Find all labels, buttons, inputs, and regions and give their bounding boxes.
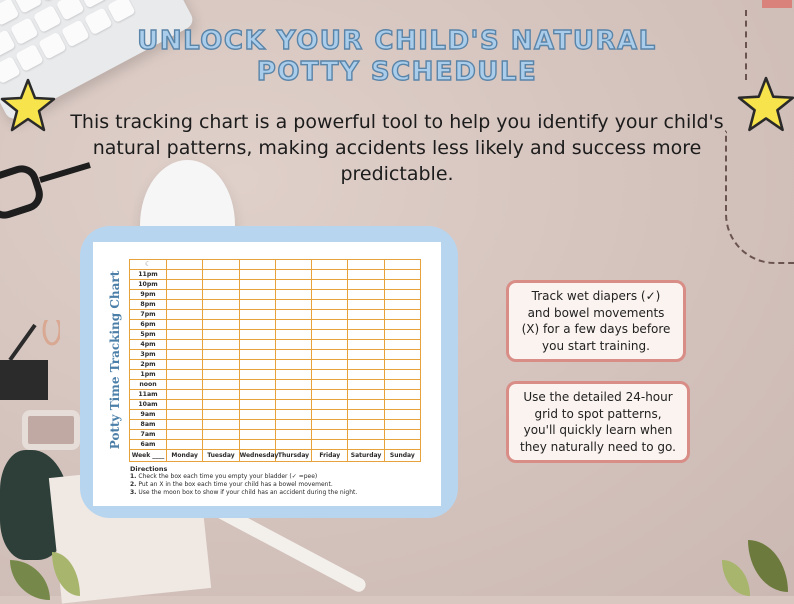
grid-cell[interactable] xyxy=(384,280,420,290)
grid-cell[interactable] xyxy=(239,360,275,370)
grid-cell[interactable] xyxy=(312,380,348,390)
grid-cell[interactable] xyxy=(203,360,239,370)
grid-cell[interactable] xyxy=(348,350,384,360)
grid-cell[interactable] xyxy=(239,260,275,270)
hour-row xyxy=(130,400,421,410)
grid-cell[interactable] xyxy=(312,300,348,310)
hour-row xyxy=(130,360,421,370)
grid-cell[interactable] xyxy=(348,430,384,440)
grid-cell[interactable] xyxy=(384,360,420,370)
grid-cell[interactable] xyxy=(384,430,420,440)
grid-cell[interactable] xyxy=(167,410,203,420)
grid-cell[interactable] xyxy=(312,350,348,360)
hour-row xyxy=(130,270,421,280)
day-label: Thursday xyxy=(275,450,311,462)
headline-line-2: POTTY SCHEDULE xyxy=(256,57,538,87)
grid-cell[interactable] xyxy=(348,410,384,420)
direction-number: 2. xyxy=(130,481,137,488)
grid-cell[interactable] xyxy=(239,430,275,440)
moon-box-label xyxy=(130,260,167,270)
grid-cell[interactable] xyxy=(239,400,275,410)
grid-cell[interactable] xyxy=(312,320,348,330)
grid-cell[interactable] xyxy=(203,400,239,410)
grid-cell[interactable] xyxy=(384,330,420,340)
grid-cell[interactable] xyxy=(203,370,239,380)
grid-cell[interactable] xyxy=(203,340,239,350)
grid-cell[interactable] xyxy=(348,390,384,400)
grid-cell[interactable] xyxy=(312,410,348,420)
direction-item xyxy=(130,481,430,489)
grid-cell[interactable] xyxy=(203,380,239,390)
grid-cell[interactable] xyxy=(239,300,275,310)
grid-cell[interactable] xyxy=(239,420,275,430)
grid-cell[interactable] xyxy=(239,290,275,300)
grid-cell[interactable] xyxy=(384,410,420,420)
hour-row xyxy=(130,430,421,440)
hour-row xyxy=(130,340,421,350)
hour-label: 8am xyxy=(130,420,167,430)
callout-24-hour-grid xyxy=(506,381,690,463)
grid-cell[interactable] xyxy=(203,280,239,290)
binder-clip-decoration xyxy=(0,320,60,410)
grid-cell[interactable] xyxy=(203,300,239,310)
grid-cell[interactable] xyxy=(384,350,420,360)
grid-cell[interactable] xyxy=(348,440,384,450)
grid-cell[interactable] xyxy=(384,320,420,330)
grid-cell[interactable] xyxy=(275,320,311,330)
grid-cell[interactable] xyxy=(312,440,348,450)
directions xyxy=(130,465,430,497)
grid-cell[interactable] xyxy=(167,340,203,350)
grid-cell[interactable] xyxy=(167,430,203,440)
grid-cell[interactable] xyxy=(167,290,203,300)
grid-cell[interactable] xyxy=(312,420,348,430)
grid-cell[interactable] xyxy=(384,260,420,270)
grid-cell[interactable] xyxy=(203,430,239,440)
grid-cell[interactable] xyxy=(239,440,275,450)
grid-cell[interactable] xyxy=(312,430,348,440)
grid-cell[interactable] xyxy=(348,360,384,370)
moon-icon: ☾ xyxy=(144,260,152,268)
day-label: Monday xyxy=(167,450,203,462)
direction-number: 1. xyxy=(130,473,137,480)
grid-cell[interactable] xyxy=(239,410,275,420)
grid-cell[interactable] xyxy=(239,310,275,320)
grid-cell[interactable] xyxy=(239,320,275,330)
hour-label: 9am xyxy=(130,410,167,420)
grid-cell[interactable] xyxy=(348,380,384,390)
grid-cell[interactable] xyxy=(167,420,203,430)
grid-cell[interactable] xyxy=(348,270,384,280)
page-headline xyxy=(0,26,794,88)
grid-cell[interactable] xyxy=(348,280,384,290)
week-label: Week ____ xyxy=(130,450,167,462)
grid-cell[interactable] xyxy=(167,260,203,270)
grid-cell[interactable] xyxy=(203,390,239,400)
grid-cell[interactable] xyxy=(384,270,420,280)
direction-text: Use the moon box to show if your child has an accident during the night. xyxy=(138,489,358,496)
hour-label: 4pm xyxy=(130,340,167,350)
hour-label: 7pm xyxy=(130,310,167,320)
grid-cell[interactable] xyxy=(348,370,384,380)
grid-cell[interactable] xyxy=(384,340,420,350)
hour-label: 3pm xyxy=(130,350,167,360)
grid-cell[interactable] xyxy=(275,270,311,280)
grid-cell[interactable] xyxy=(203,330,239,340)
hour-label: 7am xyxy=(130,430,167,440)
hour-label: 6pm xyxy=(130,320,167,330)
grid-cell[interactable] xyxy=(203,440,239,450)
grid-cell[interactable] xyxy=(203,350,239,360)
grid-cell[interactable] xyxy=(239,350,275,360)
grid-cell[interactable] xyxy=(167,370,203,380)
grid-cell[interactable] xyxy=(275,310,311,320)
grid-cell[interactable] xyxy=(275,350,311,360)
grid-cell[interactable] xyxy=(167,390,203,400)
grid-cell[interactable] xyxy=(312,280,348,290)
hour-row xyxy=(130,380,421,390)
hour-label: 11pm xyxy=(130,270,167,280)
grid-cell[interactable] xyxy=(312,290,348,300)
hour-row xyxy=(130,390,421,400)
hour-label: 10pm xyxy=(130,280,167,290)
grid-cell[interactable] xyxy=(275,370,311,380)
grid-cell[interactable] xyxy=(384,380,420,390)
grid-cell[interactable] xyxy=(239,340,275,350)
grid-cell[interactable] xyxy=(275,430,311,440)
hour-label: 9pm xyxy=(130,290,167,300)
grid-cell[interactable] xyxy=(167,380,203,390)
callout-text: Track wet diapers (✓) and bowel movements (X) for a few days before you start training. xyxy=(521,289,671,353)
day-label: Tuesday xyxy=(203,450,239,462)
grid-cell[interactable] xyxy=(239,280,275,290)
chart-title-text: Potty Time Tracking Chart xyxy=(108,270,122,450)
grid-cell[interactable] xyxy=(348,320,384,330)
direction-item xyxy=(130,473,430,481)
hour-label: 5pm xyxy=(130,330,167,340)
hour-row xyxy=(130,310,421,320)
grid-cell[interactable] xyxy=(167,400,203,410)
grid-cell[interactable] xyxy=(167,360,203,370)
grid-cell[interactable] xyxy=(275,410,311,420)
grid-cell[interactable] xyxy=(203,410,239,420)
hour-label: 11am xyxy=(130,390,167,400)
grid-cell[interactable] xyxy=(312,270,348,280)
grid-cell[interactable] xyxy=(348,290,384,300)
grid-cell[interactable] xyxy=(167,320,203,330)
callout-track-diapers xyxy=(506,280,686,362)
hour-row xyxy=(130,290,421,300)
day-label: Sunday xyxy=(384,450,420,462)
day-label: Friday xyxy=(312,450,348,462)
grid-cell[interactable] xyxy=(275,340,311,350)
grid-cell[interactable] xyxy=(275,280,311,290)
grid-cell[interactable] xyxy=(167,350,203,360)
grid-cell[interactable] xyxy=(203,320,239,330)
grid-cell[interactable] xyxy=(384,440,420,450)
grid-cell[interactable] xyxy=(167,310,203,320)
grid-cell[interactable] xyxy=(348,300,384,310)
grid-cell[interactable] xyxy=(275,260,311,270)
tin-decoration xyxy=(22,410,80,450)
hour-row xyxy=(130,370,421,380)
grid-cell[interactable] xyxy=(275,420,311,430)
grid-cell[interactable] xyxy=(167,280,203,290)
grid-cell[interactable] xyxy=(239,330,275,340)
grid-cell[interactable] xyxy=(348,400,384,410)
intro-paragraph: This tracking chart is a powerful tool to help you identify your child's natural patterns, making accidents less likely and success more predictable. xyxy=(70,111,724,185)
grid-cell[interactable] xyxy=(275,380,311,390)
grid-cell[interactable] xyxy=(312,310,348,320)
grid-cell[interactable] xyxy=(384,310,420,320)
hour-row xyxy=(130,320,421,330)
grid-cell[interactable] xyxy=(312,260,348,270)
tracking-grid xyxy=(129,259,421,462)
hour-row xyxy=(130,410,421,420)
grid-cell[interactable] xyxy=(203,420,239,430)
direction-text: Put an X in the box each time your child has a bowel movement. xyxy=(138,481,333,488)
grid-cell[interactable] xyxy=(275,290,311,300)
grid-cell[interactable] xyxy=(167,440,203,450)
grid-cell[interactable] xyxy=(167,300,203,310)
day-label: Saturday xyxy=(348,450,384,462)
grid-cell[interactable] xyxy=(348,310,384,320)
chart-title xyxy=(103,260,127,460)
dashed-curve-decoration xyxy=(725,130,794,264)
grid-cell[interactable] xyxy=(275,440,311,450)
grid-cell[interactable] xyxy=(167,330,203,340)
grid-cell[interactable] xyxy=(239,370,275,380)
grid-cell[interactable] xyxy=(275,300,311,310)
grid-cell[interactable] xyxy=(312,370,348,380)
grid-cell[interactable] xyxy=(275,400,311,410)
hour-label: 6am xyxy=(130,440,167,450)
directions-heading: Directions xyxy=(130,465,168,473)
callout-text: Use the detailed 24-hour grid to spot patterns, you'll quickly learn when they naturally need to go. xyxy=(520,390,676,454)
grid-cell[interactable] xyxy=(167,270,203,280)
hour-row xyxy=(130,300,421,310)
grid-cell[interactable] xyxy=(275,360,311,370)
hour-row xyxy=(130,330,421,340)
hour-label: 2pm xyxy=(130,360,167,370)
grid-cell[interactable] xyxy=(275,330,311,340)
headline-line-1: UNLOCK YOUR CHILD'S NATURAL xyxy=(137,26,657,56)
grid-cell[interactable] xyxy=(203,270,239,280)
hour-row xyxy=(130,280,421,290)
grid-cell[interactable] xyxy=(384,400,420,410)
grid-cell[interactable] xyxy=(348,420,384,430)
hour-row xyxy=(130,440,421,450)
grid-cell[interactable] xyxy=(203,260,239,270)
grid-cell[interactable] xyxy=(239,270,275,280)
hour-label: 10am xyxy=(130,400,167,410)
grid-cell[interactable] xyxy=(348,330,384,340)
ribbon-decoration xyxy=(762,0,792,8)
hour-label: 1pm xyxy=(130,370,167,380)
grid-cell[interactable] xyxy=(203,310,239,320)
grid-cell[interactable] xyxy=(384,420,420,430)
grid-cell[interactable] xyxy=(312,330,348,340)
grid-cell[interactable] xyxy=(384,370,420,380)
hour-label: noon xyxy=(130,380,167,390)
grid-cell[interactable] xyxy=(203,290,239,300)
direction-number: 3. xyxy=(130,489,137,496)
grid-cell[interactable] xyxy=(312,400,348,410)
grid-cell[interactable] xyxy=(239,380,275,390)
grid-cell[interactable] xyxy=(384,290,420,300)
direction-text: Check the box each time you empty your bladder (✓ =pee) xyxy=(138,473,318,480)
grid-cell[interactable] xyxy=(312,390,348,400)
grid-cell[interactable] xyxy=(348,340,384,350)
grid-cell[interactable] xyxy=(384,300,420,310)
grid-cell[interactable] xyxy=(239,390,275,400)
grid-cell[interactable] xyxy=(348,260,384,270)
grid-cell[interactable] xyxy=(275,390,311,400)
grid-cell[interactable] xyxy=(384,390,420,400)
hour-row xyxy=(130,350,421,360)
grid-cell[interactable] xyxy=(312,340,348,350)
hour-row xyxy=(130,420,421,430)
day-label: Wednesday xyxy=(239,450,275,462)
direction-item xyxy=(130,489,430,497)
grid-cell[interactable] xyxy=(312,360,348,370)
hour-label: 8pm xyxy=(130,300,167,310)
